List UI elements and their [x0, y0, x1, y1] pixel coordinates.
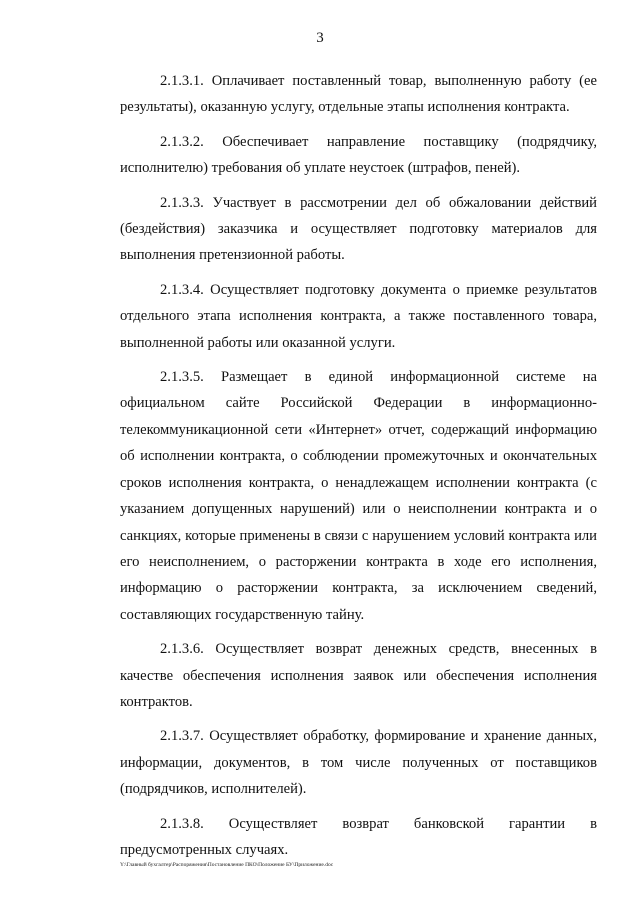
paragraph-2-1-3-4: 2.1.3.4. Осуществляет подготовку документа о приемке результатов отдельного этапа исполнения контракта, а также поставленного товара, выполненной работы или оказанной услуги. — [120, 281, 597, 351]
paragraph-2-1-3-1: 2.1.3.1. Оплачивает поставленный товар, выполненную работу (ее результаты), оказанную услугу, отдельные этапы исполнения контракта. — [120, 73, 597, 116]
paragraph-2-1-3-5: 2.1.3.5. Размещает в единой информационной системе на официальном сайте Российской Федерации в информационно-телекоммуникационной сети «Интернет» отчет, содержащий информацию об исполнении контракта, о соблюдении промежуточных и окончательных сроков исполнения контракта, о ненадлежащем исполнении контракта (с указанием допущенных нарушений) или о неисполнении контракта и о санкциях, которые применены в связи с нарушением условий контракта или его неисполнением, о расторжении контракта в ходе его исполнения, информацию о расторжении контракта, за исключением сведений, составляющих государственную тайну. — [120, 369, 597, 623]
paragraph-2-1-3-2: 2.1.3.2. Обеспечивает направление поставщику (подрядчику, исполнителю) требования об уплате неустоек (штрафов, пеней). — [120, 133, 597, 177]
paragraph-2-1-3-6: 2.1.3.6. Осуществляет возврат денежных средств, внесенных в качестве обеспечения исполнения заявок или обеспечения исполнения контрактов. — [120, 641, 597, 710]
paragraph-2-1-3-7: 2.1.3.7. Осуществляет обработку, формирование и хранение данных, информации, документов, в том числе полученных от поставщиков (подрядчиков, исполнителей). — [120, 728, 597, 798]
document-body — [120, 68, 597, 871]
footer-file-path: Y:\Главный бухгалтер\Распоряжения\Постановление ПКО\Положение БУ\Приложение.doc — [120, 862, 334, 868]
paragraph-2-1-3-8: 2.1.3.8. Осуществляет возврат банковской гарантии в предусмотренных случаях. — [120, 815, 597, 858]
paragraph-2-1-3-3: 2.1.3.3. Участвует в рассмотрении дел об обжаловании действий (бездействия) заказчика и осуществляет подготовку материалов для выполнения претензионной работы. — [120, 194, 597, 264]
page-number: 3 — [316, 30, 324, 46]
